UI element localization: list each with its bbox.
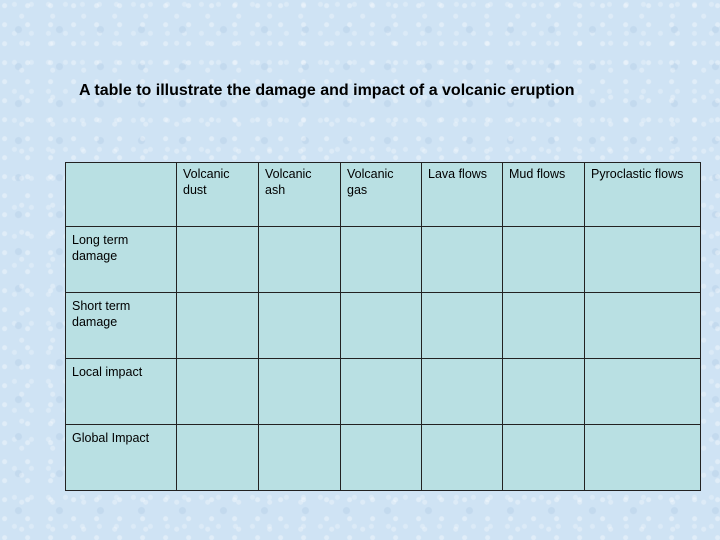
column-header-volcanic-gas: Volcanic gas xyxy=(341,163,422,227)
eruption-table xyxy=(65,162,701,491)
table-cell xyxy=(585,359,701,425)
column-header-lava-flows: Lava flows xyxy=(422,163,503,227)
row-label-local-impact: Local impact xyxy=(66,359,177,425)
table-cell xyxy=(503,359,585,425)
table-cell xyxy=(341,293,422,359)
table-cell xyxy=(422,227,503,293)
table-cell xyxy=(259,293,341,359)
table-cell xyxy=(585,293,701,359)
table-cell xyxy=(422,425,503,491)
table-row xyxy=(66,359,701,425)
table-row xyxy=(66,425,701,491)
table-cell xyxy=(503,425,585,491)
table-cell xyxy=(422,359,503,425)
row-label-short-term-damage: Short term damage xyxy=(66,293,177,359)
table-cell xyxy=(341,425,422,491)
table-cell xyxy=(341,359,422,425)
table-cell xyxy=(177,293,259,359)
column-header-volcanic-dust: Volcanic dust xyxy=(177,163,259,227)
table-cell xyxy=(341,227,422,293)
column-header-volcanic-ash: Volcanic ash xyxy=(259,163,341,227)
header-row xyxy=(66,163,701,227)
column-header-mud-flows: Mud flows xyxy=(503,163,585,227)
row-label-long-term-damage: Long term damage xyxy=(66,227,177,293)
table-row xyxy=(66,227,701,293)
table-cell xyxy=(259,425,341,491)
table-row xyxy=(66,293,701,359)
table-cell xyxy=(503,227,585,293)
slide-title: A table to illustrate the damage and impact of a volcanic eruption xyxy=(79,82,575,99)
table-cell xyxy=(177,425,259,491)
table-cell xyxy=(585,227,701,293)
column-header-pyroclastic-flows: Pyroclastic flows xyxy=(585,163,701,227)
table-cell xyxy=(503,293,585,359)
row-label-global-impact: Global Impact xyxy=(66,425,177,491)
table-cell xyxy=(259,227,341,293)
table-cell xyxy=(177,227,259,293)
table-cell xyxy=(259,359,341,425)
corner-cell xyxy=(66,163,177,227)
table-cell xyxy=(422,293,503,359)
table-cell xyxy=(177,359,259,425)
table-cell xyxy=(585,425,701,491)
